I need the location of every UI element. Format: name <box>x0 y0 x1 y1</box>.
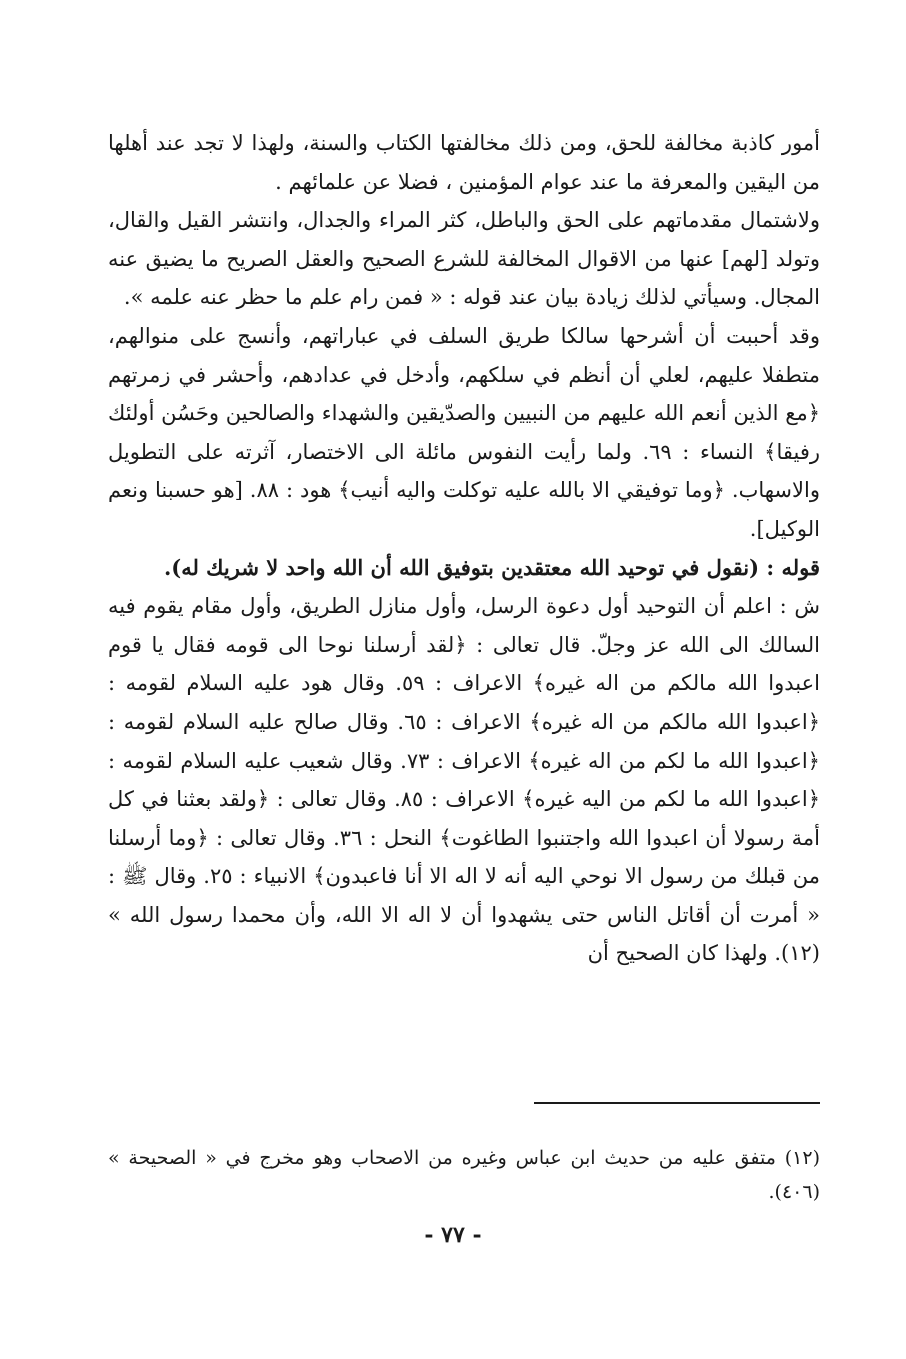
page-number: - ٧٧ - <box>424 1222 482 1248</box>
paragraph-2: ولاشتمال مقدماتهم على الحق والباطل، كثر المراء والجدال، وانتشر القيل والقال، وتولد [لهم] عنها من الاقوال المخالفة للشرع الصحيح والعقل الصريح ما يضيق عنه المجال. وسيأتي لذلك زيادة بيان عند قوله : « فمن رام علم ما حظر عنه علمه ». <box>108 208 820 310</box>
paragraph-3: وقد أحببت أن أشرحها سالكا طريق السلف في عباراتهم، وأنسج على منوالهم، متطفلا عليهم، لعلي أن أنظم في سلكهم، وأدخل في عدادهم، وأحشر في زمرتهم ﴿مع الذين أنعم الله عليهم من النبيين والصدّيقين والشهداء والصالحين وحَسُن أولئك رفيقا﴾ النساء : ٦٩. ولما رأيت النفوس مائلة الى الاختصار، آثرته على التطويل والاسهاب. ﴿وما توفيقي الا بالله عليه توكلت واليه أنيب﴾ هود : ٨٨. [هو حسبنا ونعم الوكيل]. <box>108 323 821 541</box>
footnote: (١٢) متفق عليه من حديث ابن عباس وغيره من الاصحاب وهو مخرج في « الصحيحة » (٤٠٦). <box>108 1147 820 1203</box>
footnote-divider <box>534 1102 820 1104</box>
paragraph-5: ش : اعلم أن التوحيد أول دعوة الرسل، وأول منازل الطريق، وأول مقام يقوم فيه السالك الى الله عز وجلّ. قال تعالى : ﴿لقد أرسلنا نوحا الى قومه فقال يا قوم اعبدوا الله مالكم من اله غيره﴾ الاعراف : ٥٩. وقال هود عليه السلام لقومه : ﴿اعبدوا الله مالكم من اله غيره﴾ الاعراف : ٦٥. وقال صالح عليه السلام لقومه : ﴿اعبدوا الله ما لكم من اله غيره﴾ الاعراف : ٧٣. وقال شعيب عليه السلام لقومه : ﴿اعبدوا الله ما لكم من اليه غيره﴾ الاعراف : ٨٥. وقال تعالى : ﴿ولقد بعثنا في كل أمة رسولا أن اعبدوا الله واجتنبوا الطاغوت﴾ النحل : ٣٦. وقال تعالى : ﴿وما أرسلنا من قبلك من رسول الا نوحي اليه أنه لا اله الا أنا فاعبدون﴾ الانبياء : ٢٥. وقال ﷺ : « أمرت أن أقاتل الناس حتى يشهدوا أن لا اله الا الله، وأن محمدا رسول الله » (١٢). ولهذا كان الصحيح أن <box>108 594 821 966</box>
matn-quote: قوله : (نقول في توحيد الله معتقدين بتوفيق الله أن الله واحد لا شريك له). <box>163 554 820 580</box>
paragraph-1: أمور كاذبة مخالفة للحق، ومن ذلك مخالفتها الكتاب والسنة، ولهذا لا تجد عند أهلها من اليقين والمعرفة ما عند عوام المؤمنين ، فضلا عن علمائهم . <box>108 131 820 194</box>
main-text <box>108 124 820 973</box>
